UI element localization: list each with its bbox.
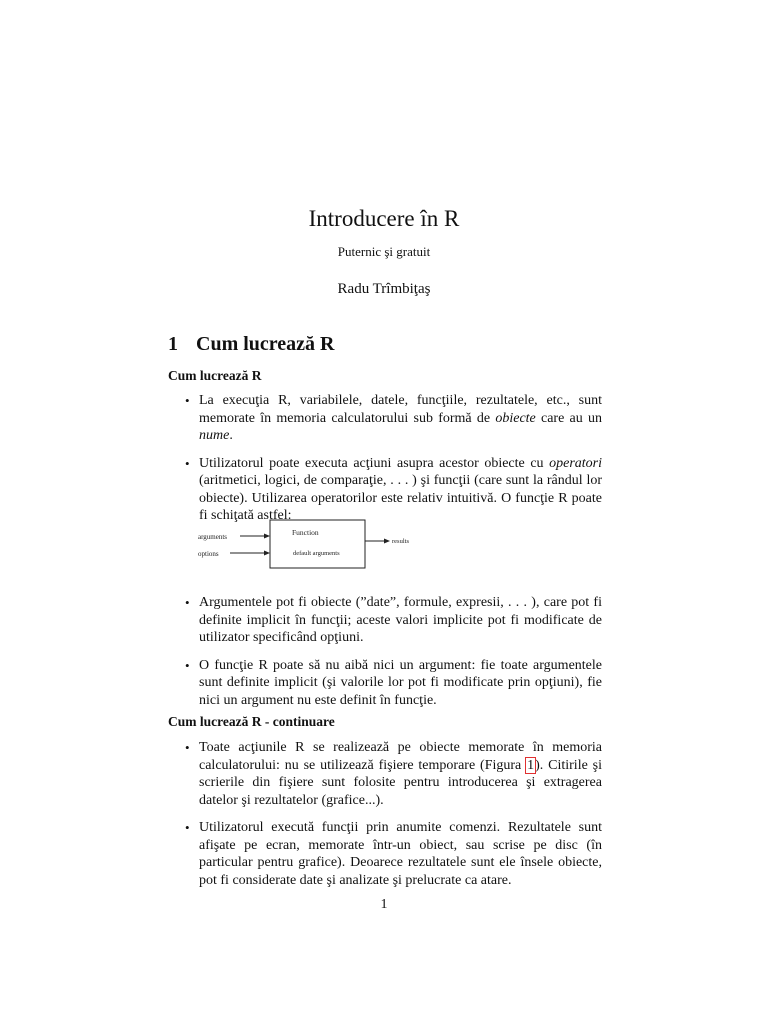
list-item: • Argumentele pot fi obiecte (”date”, formule, expresii, . . . ), care pot fi definite implicit în funcţii; aceste valori implicite pot fi modificate de utilizator specificând opţiuni. bbox=[168, 594, 602, 647]
bullet-list-3 bbox=[168, 739, 602, 899]
text-run: (aritmetici, logici, de comparaţie, . . . ) şi funcţii (care sunt la rândul lor obiecte). Utilizarea operatorilor este relativ intuitivă. O funcţie R poate fi schiţată astfel: bbox=[199, 473, 602, 523]
text-run: La execuţia R, variabilele, datele, funcţiile, rezultatele, etc., sunt memorate în memoria calculatorului sub formă de bbox=[199, 393, 602, 426]
options-arrowhead bbox=[264, 551, 270, 556]
list-item bbox=[168, 392, 602, 445]
arguments-label: arguments bbox=[198, 533, 228, 541]
text-run: ). Citirile şi scrierile din fişiere sunt folosite pentru introducerea şi extragerea datelor şi rezultatelor (grafice...). bbox=[199, 757, 602, 808]
document-author: Radu Trîmbiţaş bbox=[337, 281, 431, 297]
document-subtitle: Puternic şi gratuit bbox=[337, 244, 431, 259]
options-label: options bbox=[198, 550, 219, 558]
default-arguments-label: default arguments bbox=[293, 550, 340, 557]
emphasis: nume bbox=[199, 428, 230, 443]
function-diagram bbox=[192, 505, 432, 575]
text-run: care au un bbox=[535, 410, 602, 426]
subsection-heading-1: Cum lucrează R bbox=[168, 368, 262, 383]
text-run: . bbox=[229, 428, 233, 443]
figure-reference-link[interactable]: 1 bbox=[527, 757, 535, 773]
section-number: 1 bbox=[168, 333, 178, 355]
text-run: Utilizatorul poate executa acţiuni asupra acestor obiecte cu bbox=[199, 455, 550, 471]
list-item bbox=[168, 739, 602, 809]
list-item: • O funcţie R poate să nu aibă nici un argument: fie toate argumentele sunt definite implicit (şi valorile lor pot fi modificate prin opţiuni), fie nici un argument nu este definit în funcţie. bbox=[168, 657, 602, 710]
arguments-arrowhead bbox=[264, 534, 270, 539]
text-run: Toate acţiunile R se realizează pe obiecte memorate în memoria calculatorului: nu se utilizează fişiere temporare (Figura bbox=[199, 740, 602, 773]
emphasis: obiecte bbox=[495, 410, 536, 426]
results-label: results bbox=[392, 538, 409, 545]
bullet-list-2 bbox=[168, 594, 602, 719]
document-title: Introducere în R bbox=[308, 206, 460, 231]
list-item: • Utilizatorul execută funcţii prin anumite comenzi. Rezultatele sunt afişate pe ecran, memorate într-un obiect, sau scrise pe disc (în particular pentru grafice). Deoarece rezultatele sunt ele însele obiecte, pot fi considerate date şi analizate şi prelucrate ca atare. bbox=[168, 819, 602, 889]
subsection-heading-2: Cum lucrează R - continuare bbox=[168, 714, 335, 729]
results-arrowhead bbox=[384, 539, 390, 544]
section-title: Cum lucrează R bbox=[196, 333, 335, 355]
emphasis: operatori bbox=[549, 455, 602, 471]
page-number: 1 bbox=[380, 897, 388, 912]
function-label: Function bbox=[292, 528, 319, 537]
section-heading bbox=[168, 333, 335, 356]
